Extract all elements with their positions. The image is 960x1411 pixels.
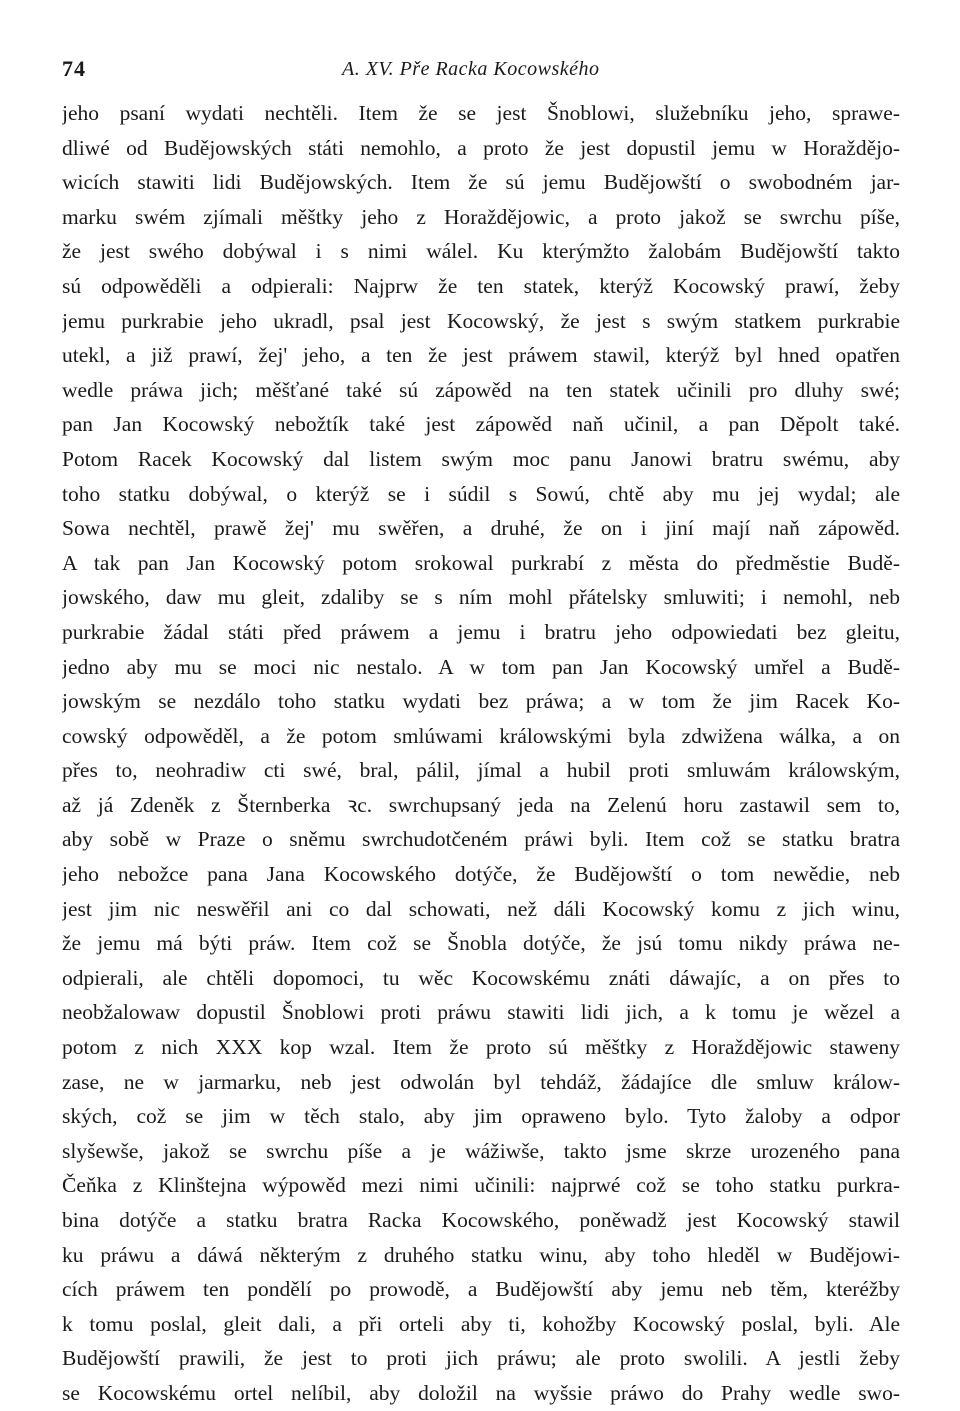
- text-line: až já Zdeněk z Šternberka ꝛc. swrchupsaný jeda na Zelenú horu zastawil sem to,: [62, 792, 900, 817]
- body-text: [62, 96, 900, 1411]
- text-line: Čeňka z Klinštejna wýpowěd mezi nimi učinili: najprwé což se toho statku purkra-: [62, 1173, 900, 1198]
- text-line: cích práwem ten pondělí po prowodě, a Budějowští aby jemu neb těm, kteréžby: [62, 1277, 900, 1302]
- text-line: potom z nich XXX kop wzal. Item že proto sú měštky z Horaždějowic staweny: [62, 1035, 900, 1060]
- text-line: dliwé od Budějowských státi nemohlo, a proto že jest dopustil jemu w Horaždějo-: [62, 135, 900, 160]
- text-line: Sowa nechtěl, prawě žej' mu swěřen, a druhé, že on i jiní mají naň zápowěd.: [62, 516, 900, 541]
- text-line: se Kocowskému ortel nelíbil, aby doložil na wyšsie práwo do Prahy wedle swo-: [62, 1380, 900, 1405]
- text-line: jemu purkrabie jeho ukradl, psal jest Kocowský, že jest s swým statkem purkrabie: [62, 308, 900, 333]
- text-line: wicích stawiti lidi Budějowských. Item že sú jemu Budějowští o swobodném jar-: [62, 170, 900, 195]
- page-number: 74: [62, 56, 86, 81]
- text-line: odpierali, ale chtěli dopomoci, tu wěc Kocowskému znáti dáwajíc, a on přes to: [62, 965, 900, 990]
- text-line: Budějowští prawili, že jest to proti jich práwu; ale proto swolili. A jestli žeby: [62, 1346, 900, 1371]
- text-line: ských, což se jim w těch stalo, aby jim opraweno bylo. Tyto žaloby a odpor: [62, 1104, 900, 1129]
- text-line: přes to, neohradiw cti swé, bral, pálil, jímal a hubil proti smluwám králowským,: [62, 758, 900, 783]
- text-line: jowského, daw mu gleit, zdaliby se s ním mohl přátelsky smluwiti; i nemohl, neb: [62, 585, 900, 610]
- text-line: wedle práwa jich; měšťané také sú zápowěd na ten statek učinili pro dluhy swé;: [62, 377, 900, 402]
- text-line: jeho nebožce pana Jana Kocowského dotýče, že Budějowští o tom newědie, neb: [62, 862, 900, 887]
- text-line: jeho psaní wydati nechtěli. Item že se jest Šnoblowi, služebníku jeho, sprawe-: [62, 101, 900, 125]
- text-line: pan Jan Kocowský nebožtík také jest zápowěd naň učinil, a pan Děpolt také.: [62, 412, 900, 437]
- text-line: jowským se nezdálo toho statku wydati bez práwa; a w tom že jim Racek Ko-: [62, 689, 900, 714]
- text-line: Potom Racek Kocowský dal listem swým moc panu Janowi bratru swému, aby: [62, 446, 900, 471]
- text-line: marku swém zjímali měštky jeho z Horaždějowic, a proto jakož se swrchu píše,: [62, 204, 900, 229]
- text-line: k tomu poslal, gleit dali, a při orteli aby ti, kohožby Kocowský poslal, byli. Ale: [62, 1311, 900, 1336]
- text-line: aby sobě w Praze o sněmu swrchudotčeném práwi byli. Item což se statku bratra: [62, 827, 900, 852]
- running-title: A. XV. Pře Racka Kocowského: [342, 58, 600, 80]
- text-line: A tak pan Jan Kocowský potom srokowal purkrabí z města do předměstie Budě-: [62, 550, 900, 575]
- text-line: slyšewše, jakož se swrchu píše a je wážiwše, takto jsme skrze urozeného pana: [62, 1138, 900, 1163]
- text-line: toho statku dobýwal, o kterýž se i súdil s Sowú, chtě aby mu jej wydal; ale: [62, 481, 900, 506]
- text-line: sú odpowěděli a odpierali: Najprw že ten statek, kterýž Kocowský prawí, žeby: [62, 273, 900, 298]
- text-line: že jemu má býti práw. Item což se Šnobla dotýče, že jsú tomu nikdy práwa ne-: [62, 931, 900, 956]
- text-line: jest jim nic neswěřil ani co dal schowati, než dáli Kocowský komu z jich winu,: [62, 896, 900, 921]
- text-line: purkrabie žádal státi před práwem a jemu i bratru jeho odpowiedati bez gleitu,: [62, 619, 900, 644]
- text-line: cowský odpowěděl, a že potom smlúwami králowskými byla zdwižena wálka, a on: [62, 723, 900, 748]
- text-line: že jest swého dobýwal i s nimi wálel. Ku kterýmžto žalobám Budějowští takto: [62, 239, 900, 264]
- text-line: ku práwu a dáwá některým z druhého statku winu, aby toho hleděl w Budějowi-: [62, 1242, 900, 1267]
- text-line: jedno aby mu se moci nic nestalo. A w tom pan Jan Kocowský umřel a Budě-: [62, 654, 900, 679]
- text-line: bina dotýče a statku bratra Racka Kocowského, poněwadž jest Kocowský stawil: [62, 1208, 900, 1232]
- page-header: [62, 56, 900, 86]
- text-line: utekl, a již prawí, žej' jeho, a ten že jest práwem stawil, kterýž byl hned opatřen: [62, 343, 900, 368]
- text-line: neobžalowaw dopustil Šnoblowi proti práwu stawiti lidi jich, a k tomu je wězel a: [62, 1000, 900, 1025]
- text-line: zase, ne w jarmarku, neb jest odwolán byl tehdáž, žádajíce dle smluw králow-: [62, 1069, 900, 1094]
